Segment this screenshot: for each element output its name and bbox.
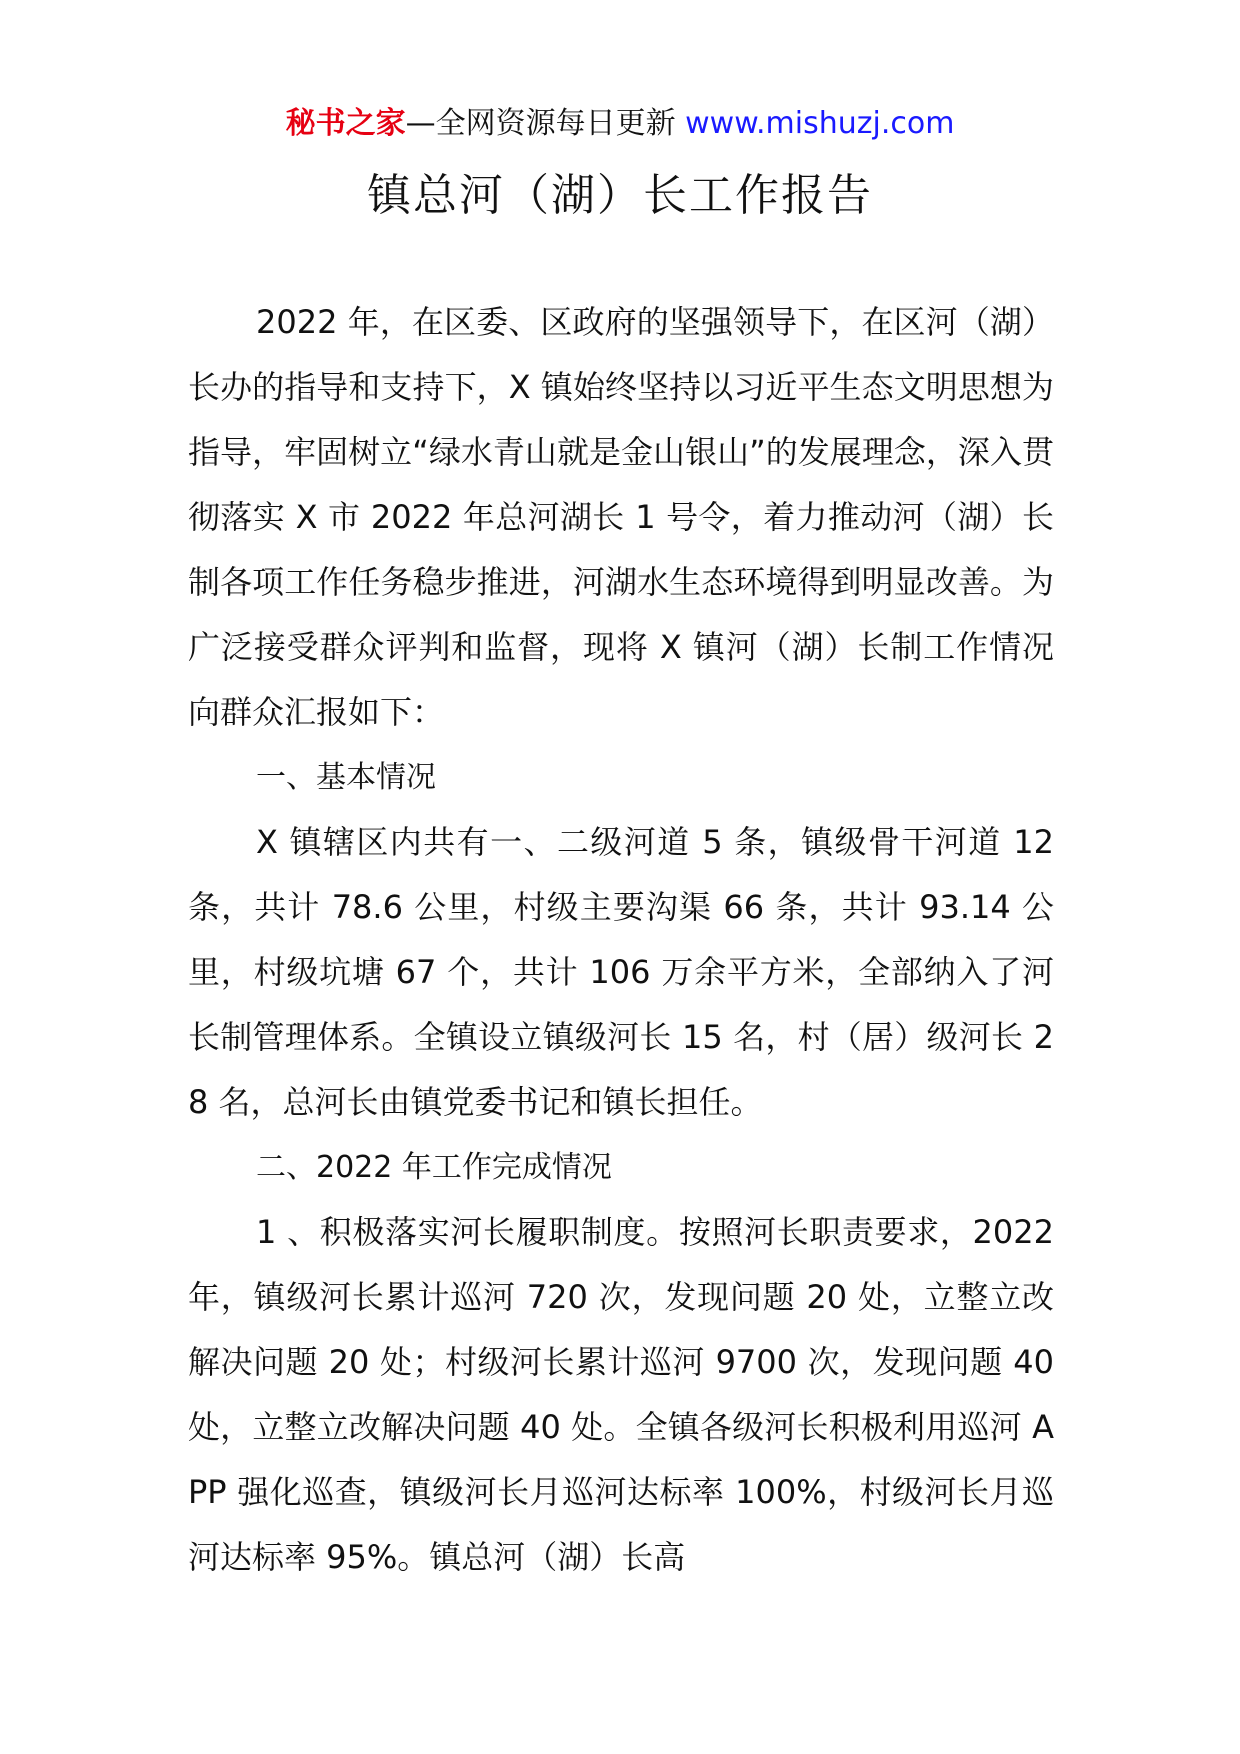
- progress-paragraph: 1 、积极落实河长履职制度。按照河长职责要求，2022 年，镇级河长累计巡河 720 次，发现问题 20 处，立整立改解决问题 20 处；村级河长累计巡河 9700 次，发现问题 40 处，立整立改解决问题 40 处。全镇各级河长积极利用巡河 APP 强化巡查，镇级河长月巡河达标率 100%，村级河长月巡河达标率 95%。镇总河（湖）长高: [188, 1213, 1054, 1576]
- section-heading-basic: 一、基本情况: [256, 760, 436, 795]
- intro-paragraph: 2022 年，在区委、区政府的坚强领导下，在区河（湖）长办的指导和支持下，X 镇始终坚持以习近平生态文明思想为指导，牢固树立“绿水青山就是金山银山”的发展理念，深入贯彻落实 X 市 2022 年总河湖长 1 号令，着力推动河（湖）长制各项工作任务稳步推进，河湖水生态环境得到明显改善。为广泛接受群众评判和监督，现将 X 镇河（湖）长制工作情况向群众汇报如下：: [188, 303, 1054, 731]
- site-header: [0, 104, 1240, 144]
- basic-info-paragraph: X 镇辖区内共有一、二级河道 5 条，镇级骨干河道 12 条，共计 78.6 公里，村级主要沟渠 66 条，共计 93.14 公里，村级坑塘 67 个，共计 106 万余平方米，全部纳入了河长制管理体系。全镇设立镇级河长 15 名，村（居）级河长 28 名，总河长由镇党委书记和镇长担任。: [188, 823, 1054, 1121]
- document-body: [188, 290, 1054, 1590]
- section-heading-progress: 二、2022 年工作完成情况: [256, 1150, 612, 1185]
- brand-name: 秘书之家: [285, 106, 406, 141]
- header-tagline: —全网资源每日更新: [405, 106, 676, 141]
- document-title: 镇总河（湖）长工作报告: [367, 170, 873, 221]
- site-url-link[interactable]: www.mishuzj.com: [685, 106, 955, 141]
